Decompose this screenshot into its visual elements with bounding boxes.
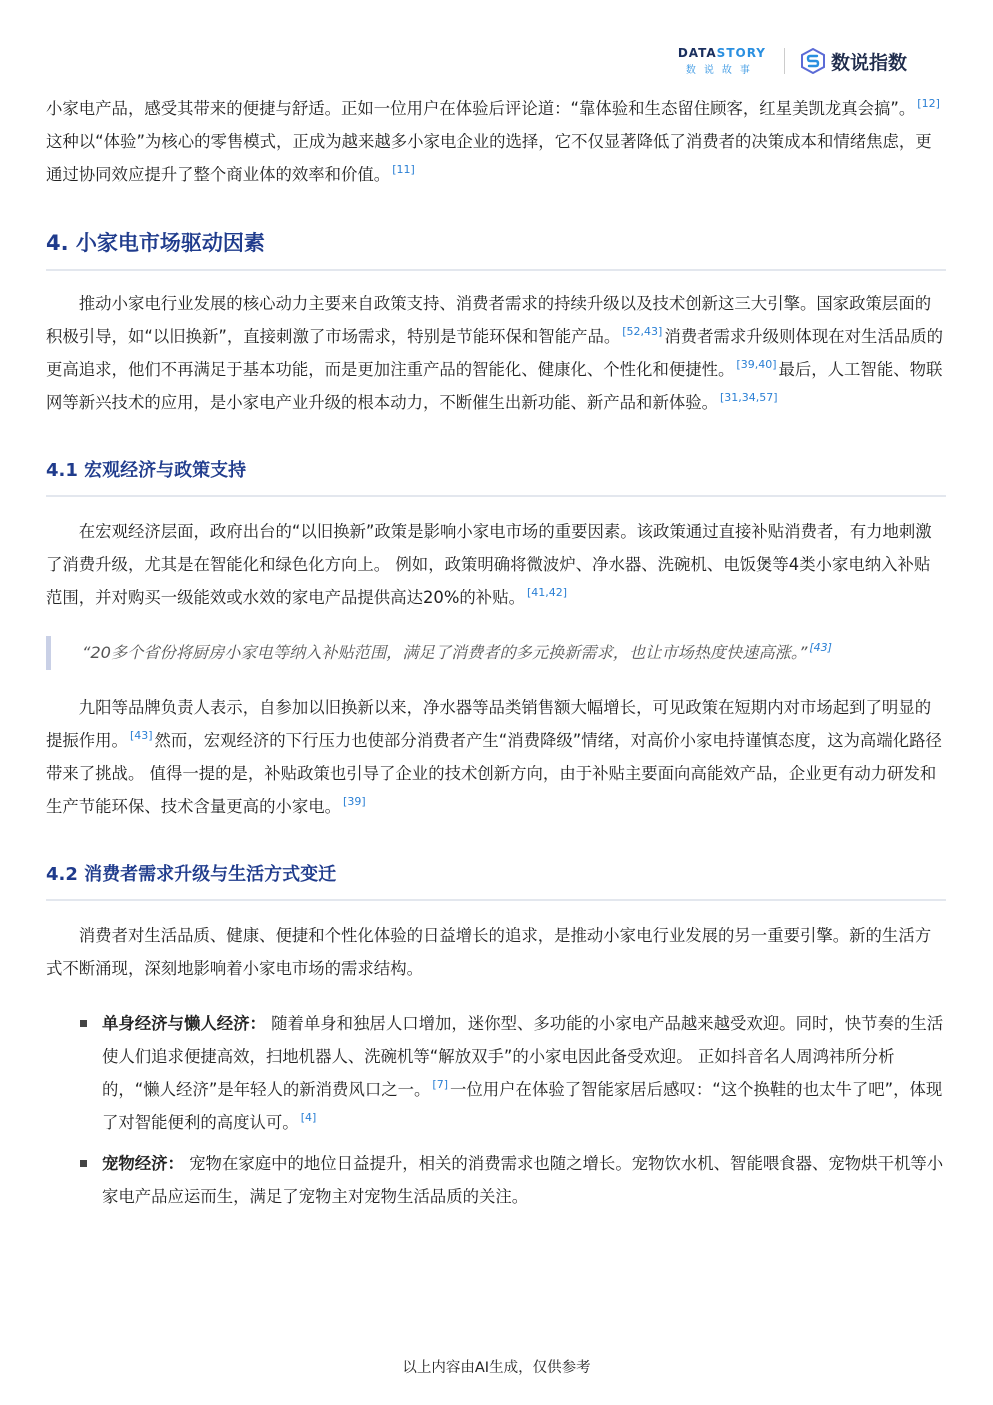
page-header (678, 44, 907, 78)
section-4-heading: 4. 小家电市场驱动因素 (46, 228, 946, 271)
bullet-list (46, 1007, 946, 1213)
section-4-1-paragraph-1: 在宏观经济层面，政府出台的“以旧换新”政策是影响小家电市场的重要因素。该政策通过直接补贴消费者，有力地刺激了消费升级，尤其是在智能化和绿色化方向上。 例如，政策明确将微波炉、净水器、洗碗机、电饭煲等4类小家电纳入补贴范围，并对购买一级能效或水效的家电产品提供高达20%的补贴。 [41,42] (46, 522, 932, 607)
citation[interactable]: [11] (392, 163, 415, 176)
brand-name: 数说指数 (830, 51, 907, 74)
section-4-1-paragraph-2: 九阳等品牌负责人表示，自参加以旧换新以来，净水器等品类销售额大幅增长，可见政策在短期内对市场起到了明显的提振作用。 [43] 然而，宏观经济的下行压力也使部分消费者产生“消费降级”情绪，对高价小家电持谨慎态度，这为高端化路径带来了挑战。 值得一提的是，补贴政策也引导了企业的技术创新方向，由于补贴主要面向高能效产品，企业更有动力研发和生产节能环保、技术含量更高的小家电。 [39] (46, 698, 942, 816)
list-item: 单身经济与懒人经济： 随着单身和独居人口增加，迷你型、多功能的小家电产品越来越受欢迎。同时，快节奏的生活使人们追求便捷高效，扫地机器人、洗碗机等“解放双手”的小家电因此备受欢迎。 正如抖音名人周鸿祎所分析的，“懒人经济”是年轻人的新消费风口之一。 [7] 一位用户在体验了智能家居后感叹：“这个换鞋的也太牛了吧”，体现了对智能便利的高度认可。 [4] (46, 1007, 946, 1139)
section-4-1-heading: 4.1 宏观经济与政策支持 (46, 457, 946, 497)
header-divider (784, 48, 785, 74)
section-4-2-paragraph: 消费者对生活品质、健康、便捷和个性化体验的日益增长的追求，是推动小家电行业发展的另一重要引擎。新的生活方式不断涌现，深刻地影响着小家电市场的需求结构。 (46, 926, 932, 978)
bullet-square-icon (80, 1160, 87, 1167)
list-item: 宠物经济： 宠物在家庭中的地位日益提升，相关的消费需求也随之增长。宠物饮水机、智能喂食器、宠物烘干机等小家电产品应运而生，满足了宠物主对宠物生活品质的关注。 (46, 1147, 946, 1213)
citation[interactable]: [43] (129, 729, 153, 742)
citation[interactable]: [39] (343, 795, 366, 808)
datastory-logo (678, 46, 766, 76)
citation[interactable]: [4] (300, 1111, 317, 1124)
list-item-label: 单身经济与懒人经济： (102, 1014, 266, 1033)
brand-s-icon (801, 48, 825, 74)
bullet-square-icon (80, 1020, 87, 1027)
citation[interactable]: [52,43] (622, 325, 663, 338)
citation[interactable]: [12] (917, 97, 940, 110)
intro-paragraph: 小家电产品，感受其带来的便捷与舒适。正如一位用户在体验后评论道：“靠体验和生态留住顾客，红星美凯龙真会搞”。 [12]这种以“体验”为核心的零售模式，正成为越来越多小家电企业的选择，它不仅显著降低了消费者的决策成本和情绪焦虑，更通过协同效应提升了整个商业体的效率和价值。 [11] (46, 97, 940, 184)
brand-logo (801, 48, 907, 75)
citation[interactable]: [39,40] (736, 358, 777, 371)
citation[interactable]: [43] (809, 641, 832, 654)
datastory-logo-cn: 数说故事 (685, 65, 758, 76)
ai-disclaimer-footer: 以上内容由AI生成，仅供参考 (402, 1360, 591, 1376)
blockquote: “20多个省份将厨房小家电等纳入补贴范围，满足了消费者的多元换新需求，也让市场热度快速高涨。” [43] (46, 636, 946, 670)
section-4-2-heading: 4.2 消费者需求升级与生活方式变迁 (46, 861, 946, 901)
document-body (46, 92, 946, 1213)
datastory-logo-en: DATASTORY (677, 46, 766, 60)
list-item-label: 宠物经济： (102, 1154, 184, 1173)
section-4-paragraph: 推动小家电行业发展的核心动力主要来自政策支持、消费者需求的持续升级以及技术创新这三大引擎。国家政策层面的积极引导，如“以旧换新”，直接刺激了市场需求，特别是节能环保和智能产品。 [52,43] 消费者需求升级则体现在对生活品质的更高追求，他们不再满足于基本功能，而是更加注重产品的智能化、健康化、个性化和便捷性。 [39,40] 最后，人工智能、物联网等新兴技术的应用，是小家电产业升级的根本动力，不断催生出新功能、新产品和新体验。 [31,34,57] (46, 294, 943, 412)
citation[interactable]: [41,42] (526, 586, 568, 599)
citation[interactable]: [7] (432, 1078, 448, 1091)
citation[interactable]: [31,34,57] (720, 391, 778, 404)
